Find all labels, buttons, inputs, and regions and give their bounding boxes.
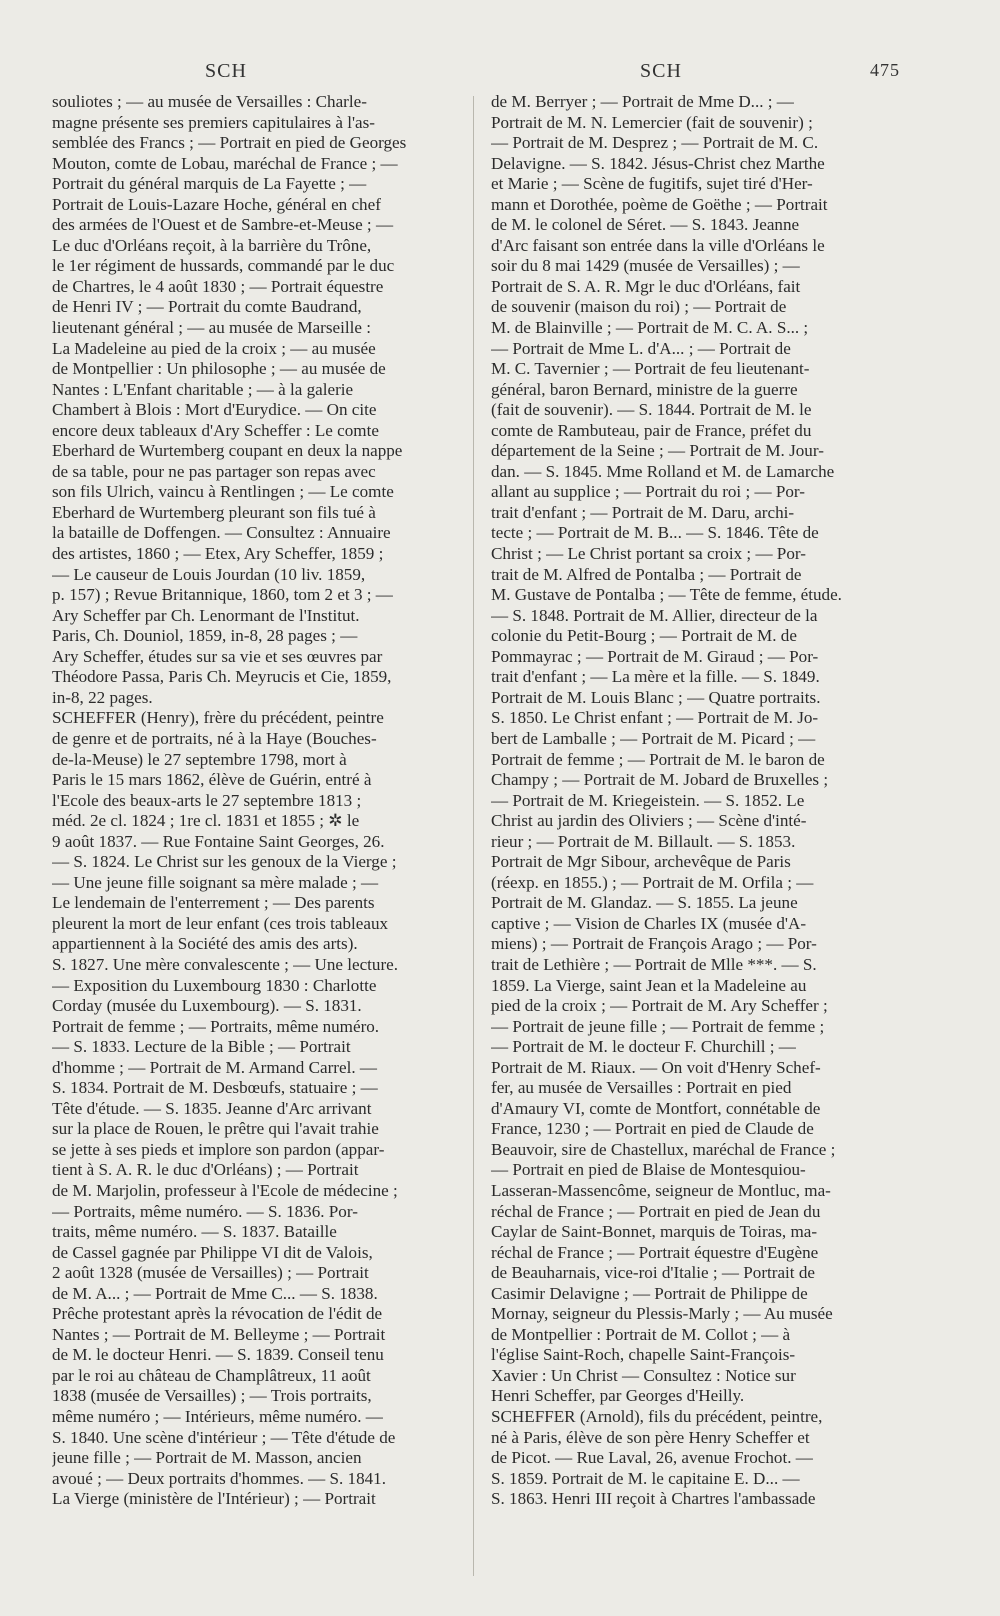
text-line: de Henri IV ; — Portrait du comte Baudrand, [52,297,362,317]
text-line: des armées de l'Ouest et de Sambre-et-Meuse ; — [52,215,394,235]
text-line: de-la-Meuse) le 27 septembre 1798, mort à [52,749,347,769]
text-line: sur la place de Rouen, le prêtre qui l'avait trahie [52,1119,379,1139]
text-line: Portrait de femme ; — Portraits, même numéro. [52,1016,380,1036]
text-line: tient à S. A. R. le duc d'Orléans) ; — Portrait [52,1160,359,1180]
text-line: SCHEFFER (Henry), frère du précédent, peintre [52,708,384,728]
text-line: de Beauharnais, vice-roi d'Italie ; — Portrait de [491,1263,815,1283]
text-line: Tête d'étude. — S. 1835. Jeanne d'Arc arrivant [52,1098,372,1118]
text-line: S. 1863. Henri III reçoit à Chartres l'ambassade [491,1489,816,1509]
text-line: Caylar de Saint-Bonnet, marquis de Toiras, ma- [491,1222,818,1242]
text-line: traits, même numéro. — S. 1837. Bataille [52,1222,337,1242]
text-line: de Montpellier : Portrait de M. Collot ; — à [491,1324,791,1344]
text-line: — S. 1848. Portrait de M. Allier, directeur de la [491,605,818,625]
text-line: — S. 1824. Le Christ sur les genoux de la Vierge ; [52,852,397,872]
text-line: d'homme ; — Portrait de M. Armand Carrel. — [52,1057,377,1077]
text-line: pleurent la mort de leur enfant (ces trois tableaux [52,913,389,933]
text-line: 1859. La Vierge, saint Jean et la Madeleine au [491,975,807,995]
text-line: — Portraits, même numéro. — S. 1836. Por- [52,1201,358,1221]
text-line: de Montpellier : Un philosophe ; — au musée de [52,359,386,379]
text-line: de M. Marjolin, professeur à l'Ecole de médecine ; [52,1180,398,1200]
text-line: S. 1827. Une mère convalescente ; — Une lecture. [52,954,399,974]
text-line: France, 1230 ; — Portrait en pied de Claude de [491,1119,814,1139]
text-line: M. de Blainville ; — Portrait de M. C. A. S... ; [491,318,809,338]
page-number: 475 [870,60,900,80]
text-line: 9 août 1837. — Rue Fontaine Saint Georges, 26. [52,831,385,851]
text-line: et Marie ; — Scène de fugitifs, sujet tiré d'Her- [491,174,813,194]
text-line: Théodore Passa, Paris Ch. Meyrucis et Cie, 1859, [52,667,392,687]
text-line: avoué ; — Deux portraits d'hommes. — S. 1841. [52,1468,386,1488]
text-line: mann et Dorothée, poème de Goëthe ; — Portrait [491,194,828,214]
text-line: Mornay, seigneur du Plessis-Marly ; — Au musée [491,1304,833,1324]
text-line: rieur ; — Portrait de M. Billault. — S. 1853. [491,831,796,851]
text-line: Le lendemain de l'enterrement ; — Des parents [52,893,375,913]
text-line: Portrait du général marquis de La Fayette ; — [52,174,367,194]
text-line: de genre et de portraits, né à la Haye (Bouches- [52,728,377,748]
text-line: l'église Saint-Roch, chapelle Saint-François- [491,1345,796,1365]
text-line: des artistes, 1860 ; — Etex, Ary Scheffer, 1859 ; [52,544,384,564]
text-line: Portrait de Mgr Sibour, archevêque de Paris [491,852,791,872]
column-divider [473,96,474,1576]
text-line: magne présente ses premiers capitulaires à l'as- [52,112,375,132]
text-line: pied de la croix ; — Portrait de M. Ary Scheffer ; [491,996,828,1016]
text-line: — S. 1833. Lecture de la Bible ; — Portrait [52,1037,351,1057]
text-line: captive ; — Vision de Charles IX (musée d'A- [491,913,807,933]
text-line: (fait de souvenir). — S. 1844. Portrait de M. le [491,400,812,420]
text-line: — Portrait en pied de Blaise de Montesquiou- [491,1160,806,1180]
running-head-left: SCH [205,60,247,82]
text-line: même numéro ; — Intérieurs, même numéro. — [52,1407,383,1426]
text-line: trait de M. Alfred de Pontalba ; — Portrait de [491,564,802,584]
text-line: département de la Seine ; — Portrait de M. Jour- [491,441,824,461]
text-line: — Le causeur de Louis Jourdan (10 liv. 1859, [52,564,366,584]
text-line: SCHEFFER (Arnold), fils du précédent, peintre, [491,1407,823,1426]
text-line: de M. le docteur Henri. — S. 1839. Conseil tenu [52,1345,384,1365]
text-line: le 1er régiment de hussards, commandé par le duc [52,256,395,276]
text-line: Paris le 15 mars 1862, élève de Guérin, entré à [52,770,372,790]
text-line: Portrait de Louis-Lazare Hoche, général en chef [52,194,381,214]
text-line: S. 1834. Portrait de M. Desbœufs, statuaire ; — [52,1078,378,1098]
text-line: — Une jeune fille soignant sa mère malade ; — [52,872,379,892]
text-line: Lasseran-Massencôme, seigneur de Montluc, ma- [491,1180,831,1200]
text-line: Christ au jardin des Oliviers ; — Scène d'inté- [491,811,807,831]
text-line: comte de Rambuteau, pair de France, préfet du [491,420,812,440]
text-line: lieutenant général ; — au musée de Marseille : [52,318,371,338]
text-line: Ary Scheffer, études sur sa vie et ses œuvres par [52,646,383,666]
text-line: trait d'enfant ; — Portrait de M. Daru, archi- [491,502,795,522]
running-head-middle: SCH [640,60,682,82]
text-line: de M. A... ; — Portrait de Mme C... — S. 1838. [52,1283,378,1303]
text-line: allant au supplice ; — Portrait du roi ; — Por- [491,482,805,502]
text-line: de souvenir (maison du roi) ; — Portrait de [491,297,787,317]
text-line: Nantes : L'Enfant charitable ; — à la galerie [52,379,354,399]
text-line: encore deux tableaux d'Ary Scheffer : Le comte [52,420,379,440]
text-line: p. 157) ; Revue Britannique, 1860, tom 2 et 3 ; — [52,585,393,605]
text-line: Paris, Ch. Douniol, 1859, in-8, 28 pages ; — [52,626,358,646]
text-line: de Picot. — Rue Laval, 26, avenue Frochot. — [491,1448,813,1468]
text-line: Prêche protestant après la révocation de l'édit de [52,1304,383,1324]
text-line: S. 1850. Le Christ enfant ; — Portrait de M. Jo- [491,708,819,728]
text-line: jeune fille ; — Portrait de M. Masson, ancien [52,1448,362,1468]
text-line: son fils Ulrich, vaincu à Rentlingen ; — Le comte [52,482,394,502]
text-line: général, baron Bernard, ministre de la guerre [491,379,798,399]
text-line: Xavier : Un Christ — Consultez : Notice sur [491,1365,796,1385]
text-line: méd. 2e cl. 1824 ; 1re cl. 1831 et 1855 ; ✲ le [52,811,360,831]
text-line: Le duc d'Orléans reçoit, à la barrière du Trône, [52,235,372,255]
text-line: Corday (musée du Luxembourg). — S. 1831. [52,996,362,1016]
text-line: réchal de France ; — Portrait en pied de Jean du [491,1201,821,1221]
text-line: d'Amaury VI, comte de Montfort, connétable de [491,1098,821,1118]
text-line: S. 1840. Une scène d'intérieur ; — Tête d'étude de [52,1427,396,1447]
text-line: bert de Lamballe ; — Portrait de M. Picard ; — [491,728,816,748]
text-line: fer, au musée de Versailles : Portrait en pied [491,1078,792,1098]
text-line: de Chartres, le 4 août 1830 ; — Portrait équestre [52,276,384,296]
text-line: colonie du Petit-Bourg ; — Portrait de M. de [491,626,797,646]
text-line: Portrait de M. N. Lemercier (fait de souvenir) ; [491,112,813,132]
text-line: — Portrait de M. Kriegeistein. — S. 1852. Le [491,790,805,810]
text-line: de M. Berryer ; — Portrait de Mme D... ; — [491,92,794,111]
text-line: S. 1859. Portrait de M. le capitaine E. D... — [491,1468,800,1488]
text-line: Portrait de S. A. R. Mgr le duc d'Orléans, fait [491,276,801,296]
text-line: appartiennent à la Société des amis des arts). [52,934,358,954]
text-line: Portrait de M. Riaux. — On voit d'Henry Schef- [491,1057,821,1077]
right-text-column [491,92,907,1510]
text-line: Portrait de femme ; — Portrait de M. le baron de [491,749,825,769]
text-line: Portrait de M. Louis Blanc ; — Quatre portraits. [491,687,821,707]
left-text-column [52,92,468,1510]
text-line: Pommayrac ; — Portrait de M. Giraud ; — Por- [491,646,819,666]
text-line: tecte ; — Portrait de M. B... — S. 1846. Tête de [491,523,819,543]
text-line: (réexp. en 1855.) ; — Portrait de M. Orfila ; — [491,872,814,892]
text-line: Mouton, comte de Lobau, maréchal de France ; — [52,153,398,173]
text-line: Portrait de M. Glandaz. — S. 1855. La jeune [491,893,798,913]
text-line: Eberhard de Wurtemberg pleurant son fils tué à [52,502,376,522]
text-line: in-8, 22 pages. [52,687,153,707]
text-line: dan. — S. 1845. Mme Rolland et M. de Lamarche [491,461,835,481]
text-line: se jette à ses pieds et implore son pardon (appar- [52,1139,385,1159]
text-line: La Vierge (ministère de l'Intérieur) ; — Portrait [52,1489,376,1509]
text-line: Eberhard de Wurtemberg coupant en deux la nappe [52,441,403,461]
text-line: M. Gustave de Pontalba ; — Tête de femme, étude. [491,585,842,605]
text-line: de sa table, pour ne pas partager son repas avec [52,461,376,481]
text-line: semblée des Francs ; — Portrait en pied de Georges [52,133,407,153]
text-line: M. C. Tavernier ; — Portrait de feu lieutenant- [491,359,810,379]
text-line: l'Ecole des beaux-arts le 27 septembre 1813 ; [52,790,362,810]
text-line: Beauvoir, sire de Chastellux, maréchal de France ; [491,1139,836,1159]
text-line: Casimir Delavigne ; — Portrait de Philippe de [491,1283,808,1303]
text-line: — Portrait de jeune fille ; — Portrait de femme ; [491,1016,825,1036]
text-line: Henri Scheffer, par Georges d'Heilly. [491,1386,745,1406]
text-line: Nantes ; — Portrait de M. Belleyme ; — Portrait [52,1324,386,1344]
text-line: — Portrait de Mme L. d'A... ; — Portrait de [491,338,791,358]
text-line: miens) ; — Portrait de François Arago ; — Por- [491,934,817,954]
text-line: souliotes ; — au musée de Versailles : Charle- [52,92,367,111]
text-line: la bataille de Doffengen. — Consultez : Annuaire [52,523,391,543]
text-line: — Exposition du Luxembourg 1830 : Charlotte [52,975,377,995]
text-line: de Cassel gagnée par Philippe VI dit de Valois, [52,1242,373,1262]
text-line: 1838 (musée de Versailles) ; — Trois portraits, [52,1386,372,1406]
text-line: de M. le colonel de Séret. — S. 1843. Jeanne [491,215,800,235]
text-line: Champy ; — Portrait de M. Jobard de Bruxelles ; [491,770,829,790]
text-line: né à Paris, élève de son père Henry Scheffer et [491,1427,810,1447]
text-line: La Madeleine au pied de la croix ; — au musée [52,338,376,358]
text-line: — Portrait de M. le docteur F. Churchill ; — [491,1037,796,1057]
text-line: trait d'enfant ; — La mère et la fille. — S. 1849. [491,667,820,687]
text-line: 2 août 1328 (musée de Versailles) ; — Portrait [52,1263,369,1283]
text-line: soir du 8 mai 1429 (musée de Versailles) ; — [491,256,800,276]
text-line: trait de Lethière ; — Portrait de Mlle ***. — S. [491,954,817,974]
text-line: d'Arc faisant son entrée dans la ville d'Orléans le [491,235,825,255]
text-line: réchal de France ; — Portrait équestre d'Eugène [491,1242,819,1262]
text-line: Delavigne. — S. 1842. Jésus-Christ chez Marthe [491,153,825,173]
text-line: Chambert à Blois : Mort d'Eurydice. — On cite [52,400,377,420]
text-line: Christ ; — Le Christ portant sa croix ; — Por- [491,544,806,564]
text-line: — Portrait de M. Desprez ; — Portrait de M. C. [491,133,819,153]
text-line: par le roi au château de Champlâtreux, 11 août [52,1365,371,1385]
text-line: Ary Scheffer par Ch. Lenormant de l'Institut. [52,605,360,625]
